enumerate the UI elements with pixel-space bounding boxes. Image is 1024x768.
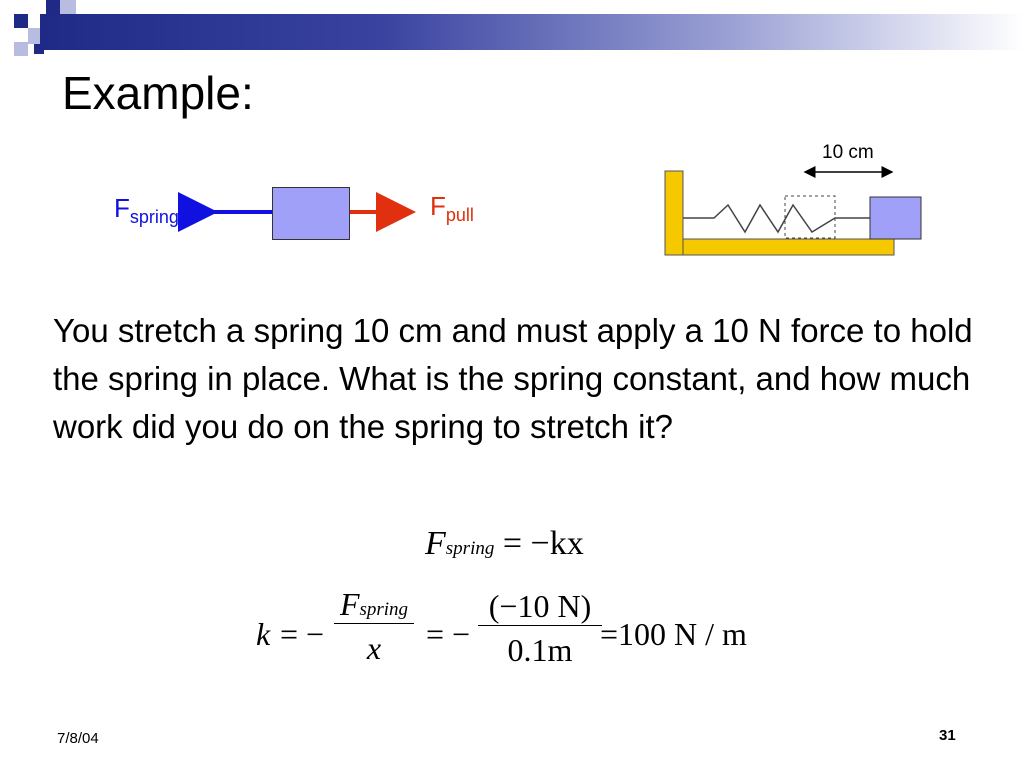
footer-date: 7/8/04 bbox=[57, 730, 99, 747]
spring-block bbox=[870, 197, 921, 239]
fraction-force-over-x: Fspring x bbox=[334, 586, 414, 667]
spring-coil bbox=[683, 205, 870, 232]
spring-force-label: $F_{spring}$ bbox=[114, 193, 179, 227]
slide-title: Example: bbox=[62, 67, 254, 119]
wall bbox=[665, 171, 683, 255]
slide-number: 31 bbox=[939, 727, 956, 744]
original-position-box bbox=[785, 196, 835, 238]
equation-spring-constant: k = − Fspring x = − $\frac{(-10 N)}{0.1m}$ =100 N / m bbox=[256, 586, 747, 668]
spring-apparatus-diagram bbox=[0, 0, 1024, 300]
fraction-values: $\frac{(-10 N)}{0.1m}$ bbox=[478, 588, 602, 669]
pull-force-label: $F_{pull}$ bbox=[430, 191, 474, 225]
floor bbox=[683, 239, 894, 255]
question-text: You stretch a spring 10 cm and must apply a 10 N force to hold the spring in place. What is the spring constant, and how much work did you do on the spring to stretch it? bbox=[53, 312, 973, 445]
distance-label: 10 cm bbox=[822, 142, 874, 163]
equation-hookes-law: Fspring = −kx bbox=[425, 525, 584, 562]
